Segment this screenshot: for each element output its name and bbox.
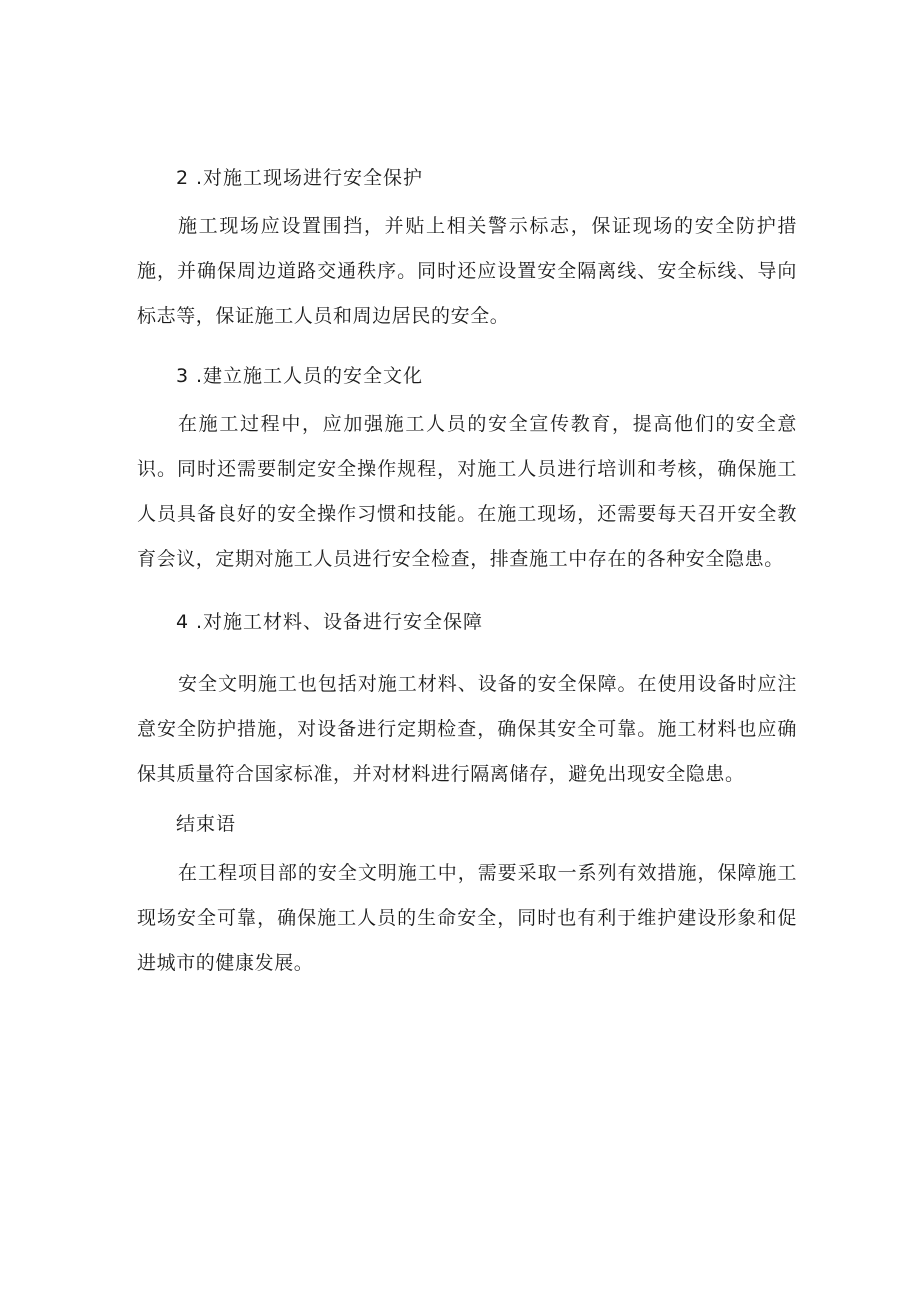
section-3-heading <box>176 364 423 388</box>
section-3-number: 3 <box>176 365 190 387</box>
section-4-number: 4 <box>176 611 190 633</box>
section-2-heading <box>176 166 423 190</box>
section-4-title: .对施工材料、设备进行安全保障 <box>196 611 484 633</box>
conclusion-paragraph: 在工程项目部的安全文明施工中，需要采取一系列有效措施，保障施工现场安全可靠，确保施工人员的生命安全，同时也有利于维护建设形象和促进城市的健康发展。 <box>137 862 797 974</box>
section-4-paragraph: 安全文明施工也包括对施工材料、设备的安全保障。在使用设备时应注意安全防护措施，对设备进行定期检查，确保其安全可靠。施工材料也应确保其质量符合国家标准，并对材料进行隔离储存，避免出现安全隐患。 <box>137 673 797 785</box>
conclusion-title: 结束语 <box>176 813 237 835</box>
section-2-title: .对施工现场进行安全保护 <box>196 167 424 189</box>
section-3-title: .建立施工人员的安全文化 <box>196 365 424 387</box>
conclusion-heading <box>176 812 236 836</box>
section-3-paragraph: 在施工过程中，应加强施工人员的安全宣传教育，提高他们的安全意识。同时还需要制定安全操作规程，对施工人员进行培训和考核，确保施工人员具备良好的安全操作习惯和技能。在施工现场，还需要每天召开安全教育会议，定期对施工人员进行安全检查，排查施工中存在的各种安全隐患。 <box>137 413 797 570</box>
section-2-number: 2 <box>176 167 190 189</box>
section-2-paragraph: 施工现场应设置围挡，并贴上相关警示标志，保证现场的安全防护措施，并确保周边道路交通秩序。同时还应设置安全隔离线、安全标线、导向标志等，保证施工人员和周边居民的安全。 <box>137 215 797 327</box>
section-4-heading <box>176 610 483 634</box>
